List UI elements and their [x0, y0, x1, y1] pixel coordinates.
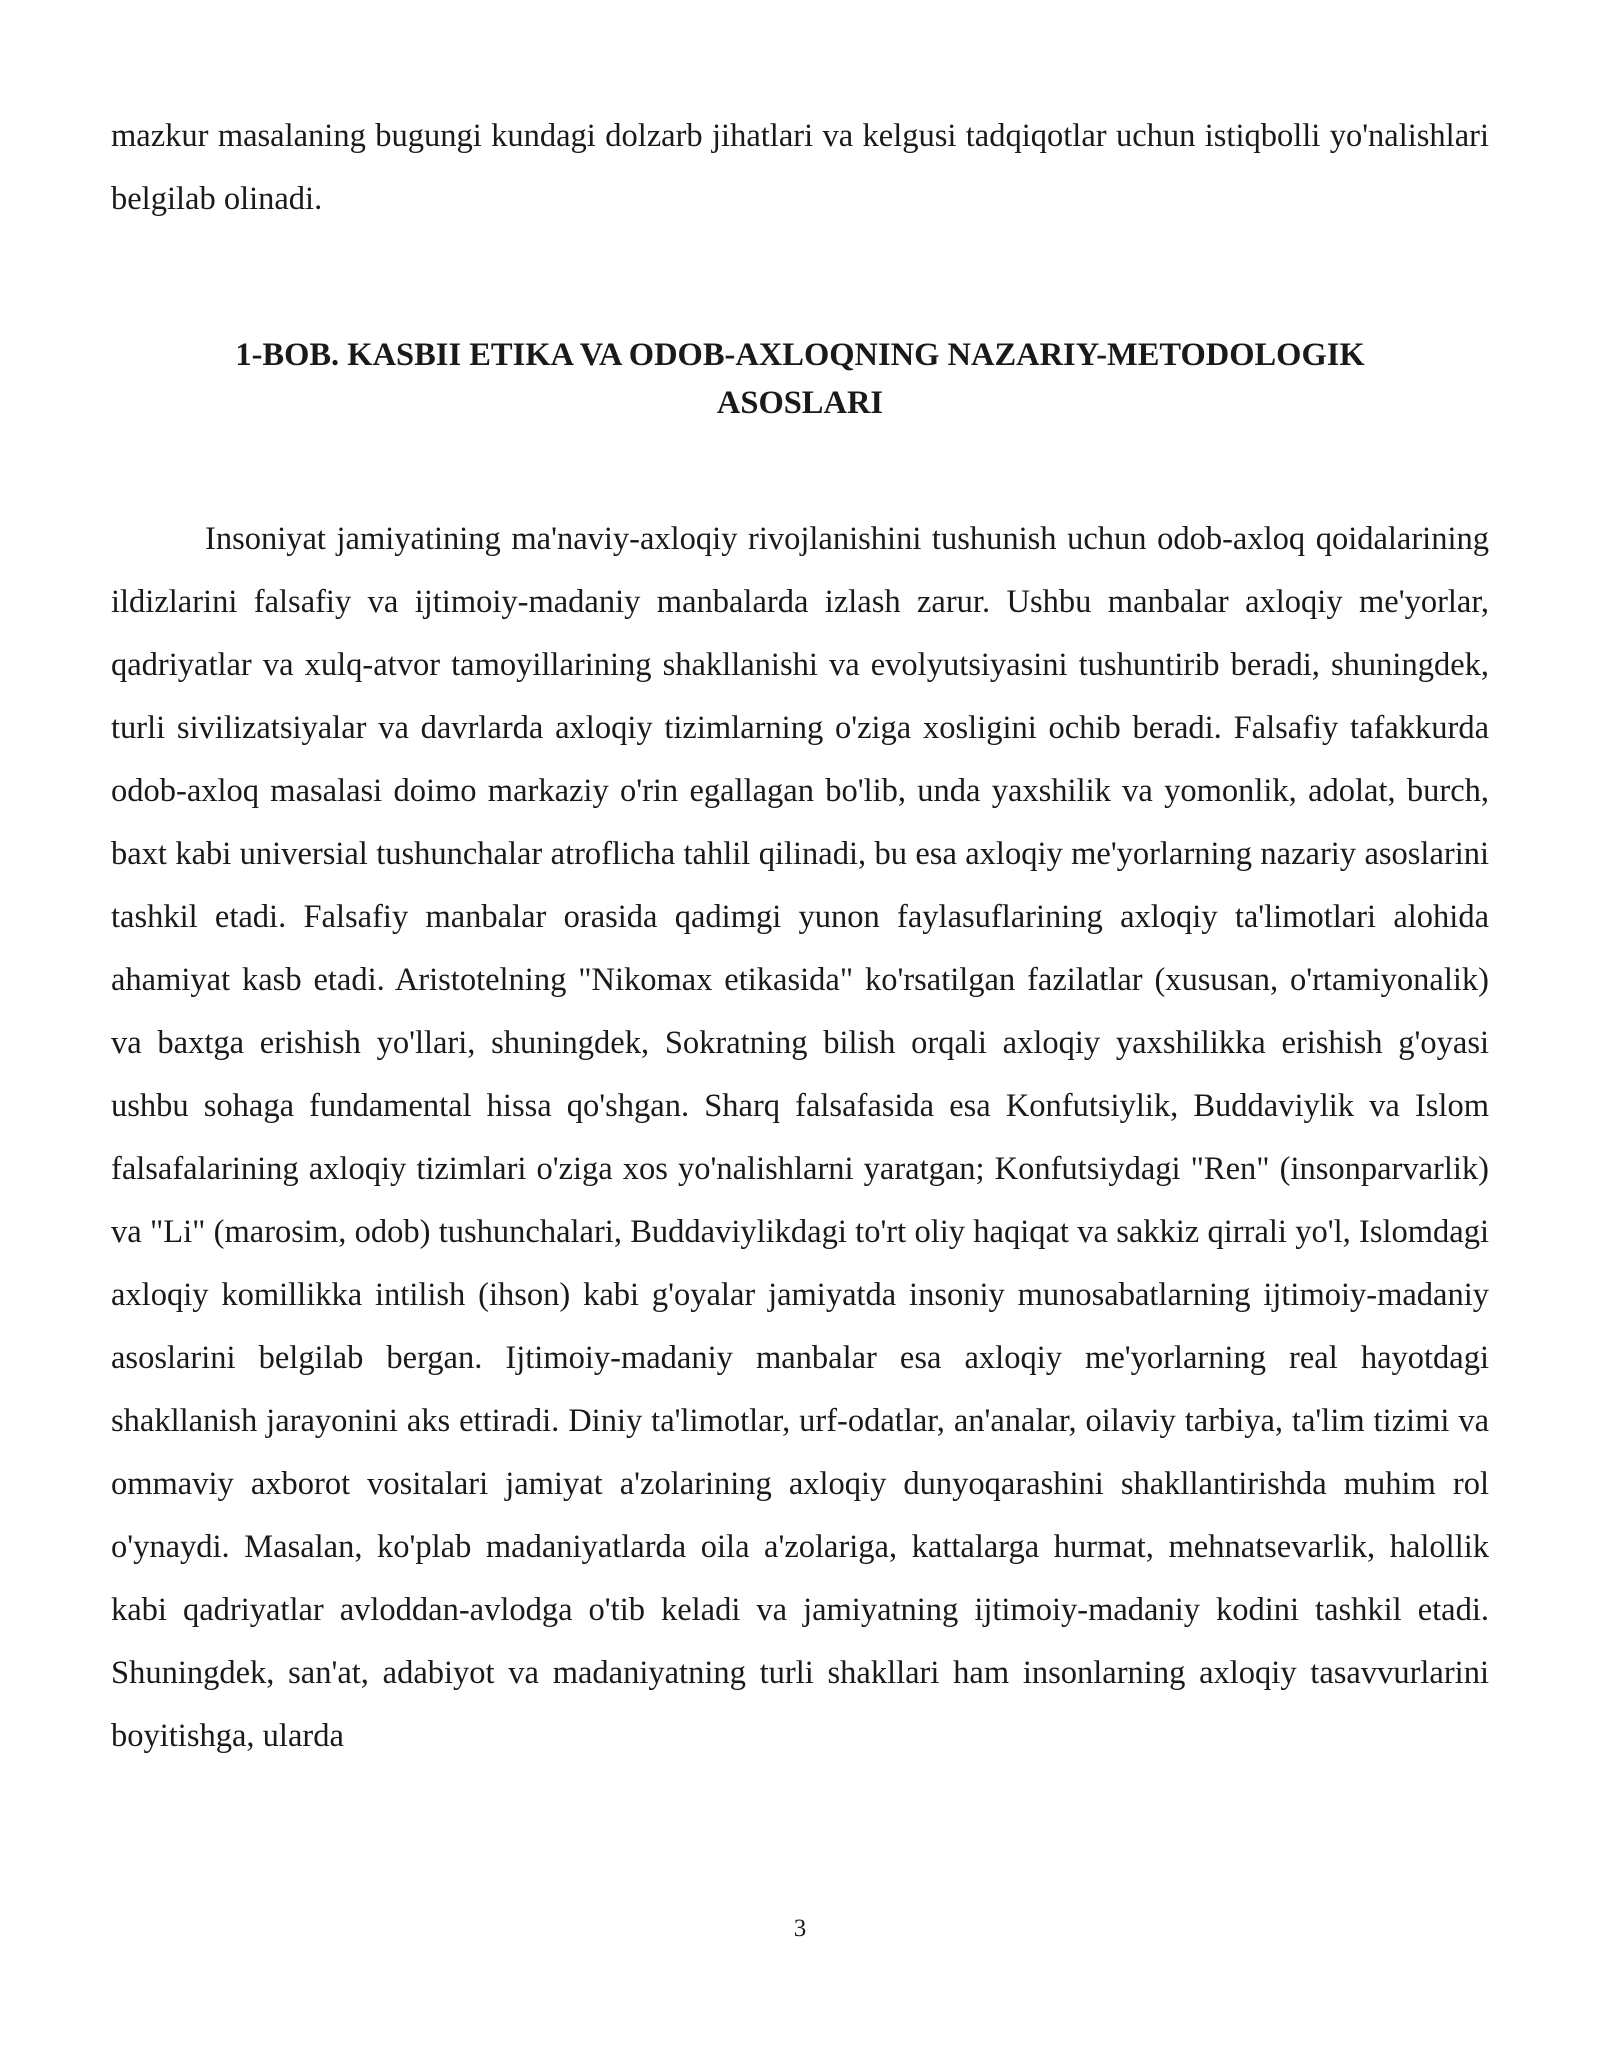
text-column [111, 105, 1489, 1768]
intro-paragraph: mazkur masalaning bugungi kundagi dolzarb jihatlari va kelgusi tadqiqotlar uchun istiqbolli yo'nalishlari belgilab olinadi. [111, 118, 1489, 217]
chapter-title-line1: 1-BOB. KASBII ETIKA VA ODOB-AXLOQNING NAZARIY-METODOLOGIK [235, 337, 1365, 373]
page-number: 3 [793, 1915, 807, 1942]
body-paragraph: Insoniyat jamiyatining ma'naviy-axloqiy rivojlanishini tushunish uchun odob-axloq qoidalarining ildizlarini falsafiy va ijtimoiy-madaniy manbalarda izlash zarur. Ushbu manbalar axloqiy me'yorlar, qadriyatlar va xulq-atvor tamoyillarining shakllanishi va evolyutsiyasini tushuntirib beradi, shuningdek, turli sivilizatsiyalar va davrlarda axloqiy tizimlarning o'ziga xosligini ochib beradi. Falsafiy tafakkurda odob-axloq masalasi doimo markaziy o'rin egallagan bo'lib, unda yaxshilik va yomonlik, adolat, burch, baxt kabi universial tushunchalar atroflicha tahlil qilinadi, bu esa axloqiy me'yorlarning nazariy asoslarini tashkil etadi. Falsafiy manbalar orasida qadimgi yunon faylasuflarining axloqiy ta'limotlari alohida ahamiyat kasb etadi. Aristotelning "Nikomax etikasida" ko'rsatilgan fazilatlar (xususan, o'rtamiyonalik) va baxtga erishish yo'llari, shuningdek, Sokratning bilish orqali axloqiy yaxshilikka erishish g'oyasi ushbu sohaga fundamental hissa qo'shgan. Sharq falsafasida esa Konfutsiylik, Buddaviylik va Islom falsafalarining axloqiy tizimlari o'ziga xos yo'nalishlarni yaratgan; Konfutsiydagi "Ren" (insonparvarlik) va "Li" (marosim, odob) tushunchalari, Buddaviylikdagi to'rt oliy haqiqat va sakkiz qirrali yo'l, Islomdagi axloqiy komillikka intilish (ihson) kabi g'oyalar jamiyatda insoniy munosabatlarning ijtimoiy-madaniy asoslarini belgilab bergan. Ijtimoiy-madaniy manbalar esa axloqiy me'yorlarning real hayotdagi shakllanish jarayonini aks ettiradi. Diniy ta'limotlar, urf-odatlar, an'analar, oilaviy tarbiya, ta'lim tizimi va ommaviy axborot vositalari jamiyat a'zolarining axloqiy dunyoqarashini shakllantirishda muhim rol o'ynaydi. Masalan, ko'plab madaniyatlarda oila a'zolariga, kattalarga hurmat, mehnatsevarlik, halollik kabi qadriyatlar avloddan-avlodga o'tib keladi va jamiyatning ijtimoiy-madaniy kodini tashkil etadi. Shuningdek, san'at, adabiyot va madaniyatning turli shakllari ham insonlarning axloqiy tasavvurlarini boyitishga, ularda [111, 521, 1489, 1754]
chapter-title-line2: ASOSLARI [716, 385, 884, 421]
chapter-title [111, 331, 1489, 427]
